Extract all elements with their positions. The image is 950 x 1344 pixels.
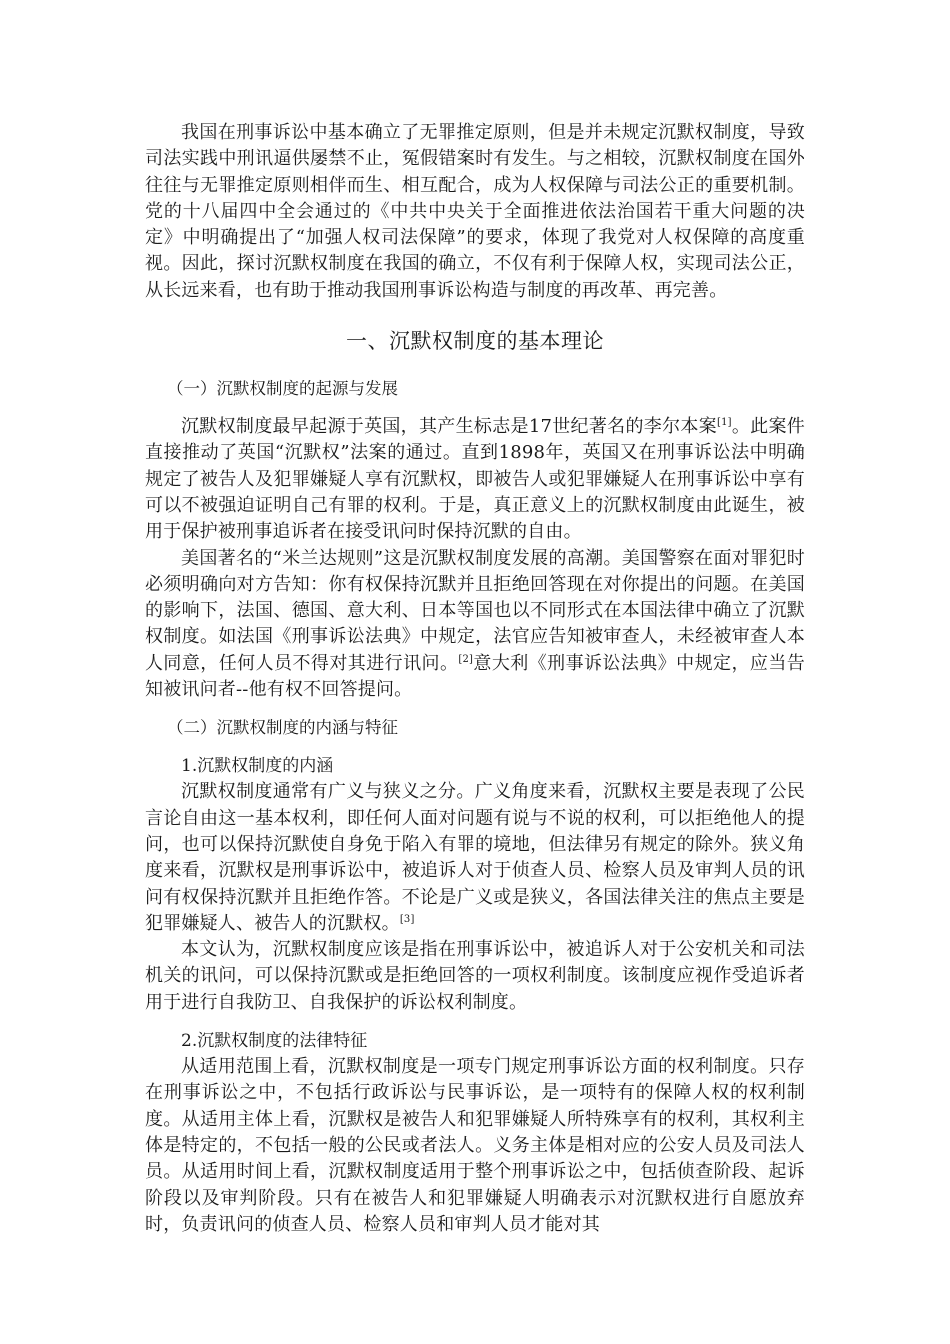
subsection-title-connotation: （二）沉默权制度的内涵与特征 [167,718,398,738]
subsection-title-origin: （一）沉默权制度的起源与发展 [167,379,398,399]
item-title-connotation: 1.沉默权制度的内涵 [181,756,334,777]
footnote-ref-1: [1] [717,417,732,429]
item-title-legal-features: 2.沉默权制度的法律特征 [181,1031,368,1052]
origin-paragraph-2 [145,546,805,704]
document-page [145,120,805,1238]
origin-paragraph-1 [145,414,805,545]
section-title: 一、沉默权制度的基本理论 [346,329,604,354]
footnote-ref-3: [3] [399,913,415,925]
origin-p1-text-b: 。此案件直接推动了英国“沉默权”法案的通过。直到1898年，英国又在刑事诉讼法中明确规定了被告人及犯罪嫌疑人享有沉默权，即被告人或犯罪嫌疑人在刑事诉讼中享有可以不被强迫证明自己有罪的权利。于是，真正意义上的沉默权制度由此诞生，被用于保护被刑事追诉者在接受讯问时保持沉默的自由。 [145,416,805,543]
intro-paragraph: 我国在刑事诉讼中基本确立了无罪推定原则，但是并未规定沉默权制度，导致司法实践中刑讯逼供屡禁不止，冤假错案时有发生。与之相较，沉默权制度在国外往往与无罪推定原则相伴而生、相互配合，成为人权保障与司法公正的重要机制。党的十八届四中全会通过的《中共中央关于全面推进依法治国若干重大问题的决定》中明确提出了“加强人权司法保障”的要求，体现了我党对人权保障的高度重视。因此，探讨沉默权制度在我国的确立，不仅有利于保障人权，实现司法公正，从长远来看，也有助于推动我国刑事诉讼构造与制度的再改革、再完善。 [145,122,805,301]
origin-p2-text-b: 意大利《刑事诉讼法典》中规定，应当告知被讯问者--他有权不回答提问。 [145,652,805,701]
connotation-paragraph-2: 本文认为，沉默权制度应该是指在刑事诉讼中，被追诉人对于公安机关和司法机关的讯问，可以保持沉默或是拒绝回答的一项权利制度。该制度应视作受追诉者用于进行自我防卫、自我保护的诉讼权利制度。 [145,939,805,1013]
legal-features-paragraph: 从适用范围上看，沉默权制度是一项专门规定刑事诉讼方面的权利制度。只存在刑事诉讼之中，不包括行政诉讼与民事诉讼，是一项特有的保障人权的权利制度。从适用主体上看，沉默权是被告人和犯罪嫌疑人所特殊享有的权利，其权利主体是特定的，不包括一般的公民或者法人。义务主体是相对应的公安人员及司法人员。从适用时间上看，沉默权制度适用于整个刑事诉讼之中，包括侦查阶段、起诉阶段以及审判阶段。只有在被告人和犯罪嫌疑人明确表示对沉默权进行自愿放弃时，负责讯问的侦查人员、检察人员和审判人员才能对其 [145,1056,805,1235]
origin-p2-text-a: 美国著名的“米兰达规则”这是沉默权制度发展的高潮。美国警察在面对罪犯时必须明确向对方告知：你有权保持沉默并且拒绝回答现在对你提出的问题。在美国的影响下，法国、德国、意大利、日本等国也以不同形式在本国法律中确立了沉默权制度。如法国《刑事诉讼法典》中规定，法官应告知被审查人，未经被审查人本人同意，任何人员不得对其进行讯问。 [145,547,805,674]
footnote-ref-2: [2] [458,653,474,665]
connotation-p1-text: 沉默权制度通常有广义与狭义之分。广义角度来看，沉默权主要是表现了公民言论自由这一基本权利，即任何人面对问题有说与不说的权利，可以拒绝他人的提问，也可以保持沉默使自身免于陷入有罪的境地，但法律另有规定的除外。狭义角度来看，沉默权是刑事诉讼中，被追诉人对于侦查人员、检察人员及审判人员的讯问有权保持沉默并且拒绝作答。不论是广义或是狭义，各国法律关注的焦点主要是犯罪嫌疑人、被告人的沉默权。 [145,781,805,934]
connotation-paragraph-1 [145,779,805,937]
origin-p1-text-a: 沉默权制度最早起源于英国，其产生标志是17世纪著名的李尔本案 [181,416,717,438]
